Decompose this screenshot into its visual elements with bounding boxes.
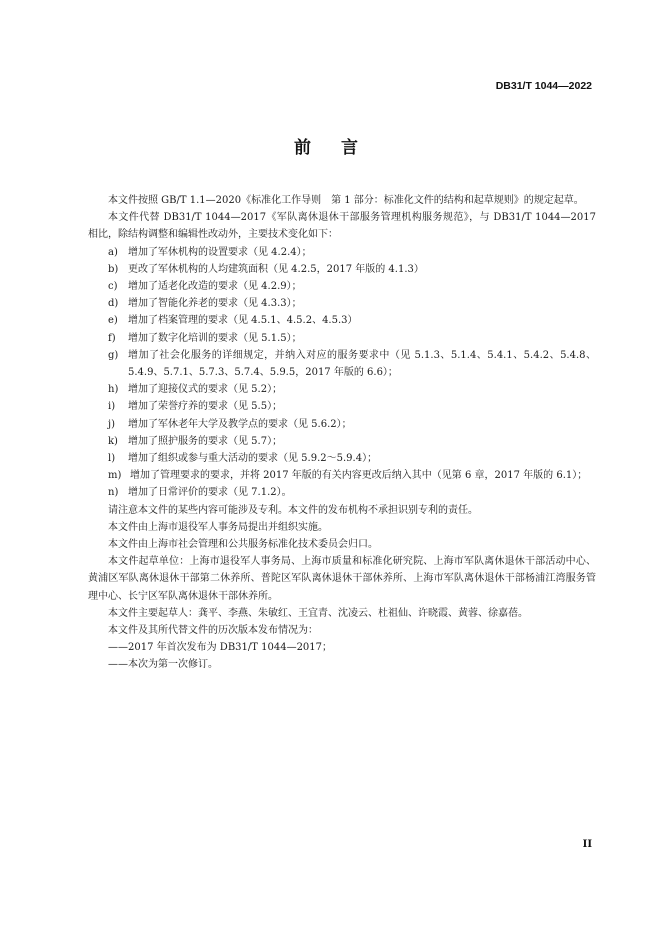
- paragraph-history-intro: 本文件及其所代替文件的历次版本发布情况为：: [108, 625, 318, 637]
- list-item: [88, 330, 596, 347]
- list-marker: h): [108, 384, 119, 396]
- paragraph-replacement: 本文件代替 DB31/T 1044—2017《军队离休退休干部服务管理机构服务规范》，与 DB31/T 1044—2017 相比，除结构调整和编辑性改动外，主要技术变化如下：: [88, 212, 596, 241]
- list-marker: l): [108, 453, 116, 465]
- list-item-text: 增加了军休老年大学及教学点的要求（见 5.6.2）；: [128, 418, 352, 430]
- list-marker: e): [108, 315, 118, 327]
- list-marker: g): [108, 349, 119, 361]
- changes-list: [88, 244, 596, 502]
- list-item: [88, 433, 596, 450]
- paragraph-proposer: 本文件由上海市退役军人事务局提出并组织实施。: [108, 521, 328, 533]
- list-item: [88, 398, 596, 415]
- list-marker: j): [108, 418, 116, 430]
- list-marker: m): [108, 470, 122, 482]
- list-item-text: 增加了档案管理的要求（见 4.5.1、4.5.2、4.5.3）: [128, 315, 358, 327]
- list-item-text: 增加了日常评价的要求（见 7.1.2）。: [128, 487, 292, 499]
- list-item: [88, 347, 596, 381]
- list-marker: i): [108, 401, 116, 413]
- list-marker: d): [108, 298, 119, 310]
- list-item-text: 增加了数字化培训的要求（见 5.1.5）；: [128, 332, 302, 344]
- list-marker: k): [108, 435, 118, 447]
- page-title: 前言: [294, 138, 388, 158]
- list-item: [88, 278, 596, 295]
- list-item-text: 增加了适老化改造的要求（见 4.2.9）；: [128, 281, 302, 293]
- paragraph-drafting-units: 本文件起草单位：上海市退役军人事务局、上海市质量和标准化研究院、上海市军队离休退休干部活动中心、黄浦区军队离休退休干部第二休养所、普陀区军队离休退休干部休养所、上海市军队离休退休干部杨浦江湾服务管理中心、长宁区军队离休退休干部休养所。: [88, 556, 596, 602]
- list-item-text: 增加了社会化服务的详细规定，并纳入对应的服务要求中（见 5.1.3、5.1.4、5.4.1、5.4.2、5.4.8、5.4.9、5.7.1、5.7.3、5.7.4、5.9.5，2017 年版的 6.6）；: [128, 349, 596, 379]
- list-item: [88, 416, 596, 433]
- list-item: [88, 381, 596, 398]
- document-code: DB31/T 1044—2022: [495, 80, 592, 92]
- list-item: [88, 261, 596, 278]
- paragraph-drafters: 本文件主要起草人：龚平、李燕、朱敏红、王宜青、沈凌云、杜祖仙、许晓霞、黄蓉、徐嘉蓓。: [108, 607, 528, 619]
- list-item: [88, 450, 596, 467]
- paragraph-drafting-rules: 本文件按照 GB/T 1.1—2020《标准化工作导则 第 1 部分：标准化文件的结构和起草规则》的规定起草。: [108, 195, 584, 206]
- list-marker: f): [108, 332, 116, 344]
- list-marker: c): [108, 281, 118, 293]
- list-item: [88, 484, 596, 501]
- paragraph-committee: 本文件由上海市社会管理和公共服务标准化技术委员会归口。: [108, 539, 378, 551]
- list-item-text: 增加了组织或参与重大活动的要求（见 5.9.2～5.9.4）；: [128, 453, 378, 465]
- foreword-body: [88, 192, 596, 674]
- list-item-text: 更改了军休机构的人均建筑面积（见 4.2.5，2017 年版的 4.1.3）: [128, 263, 424, 275]
- list-marker: n): [108, 487, 119, 499]
- list-item-text: 增加了智能化养老的要求（见 4.3.3）；: [128, 298, 302, 310]
- list-marker: b): [108, 263, 119, 275]
- list-item-text: 增加了军休机构的设置要求（见 4.2.4）；: [128, 246, 312, 258]
- list-item: [88, 244, 596, 261]
- list-marker: a): [108, 246, 118, 258]
- list-item: [88, 312, 596, 329]
- list-item-text: 增加了迎接仪式的要求（见 5.2）；: [128, 384, 283, 396]
- history-item: ——2017 年首次发布为 DB31/T 1044—2017；: [108, 642, 333, 654]
- list-item: [88, 295, 596, 312]
- page-number: II: [582, 839, 592, 850]
- list-item-text: 增加了荣誉疗养的要求（见 5.5）；: [128, 401, 283, 413]
- list-item: [88, 467, 596, 484]
- paragraph-patent-notice: 请注意本文件的某些内容可能涉及专利。本文件的发布机构不承担识别专利的责任。: [108, 504, 478, 516]
- history-item: ——本次为第一次修订。: [108, 659, 218, 671]
- list-item-text: 增加了照护服务的要求（见 5.7）；: [128, 435, 283, 447]
- list-item-text: 增加了管理要求的要求，并将 2017 年版的有关内容更改后纳入其中（见第 6 章，2017 年版的 6.1）；: [130, 470, 588, 482]
